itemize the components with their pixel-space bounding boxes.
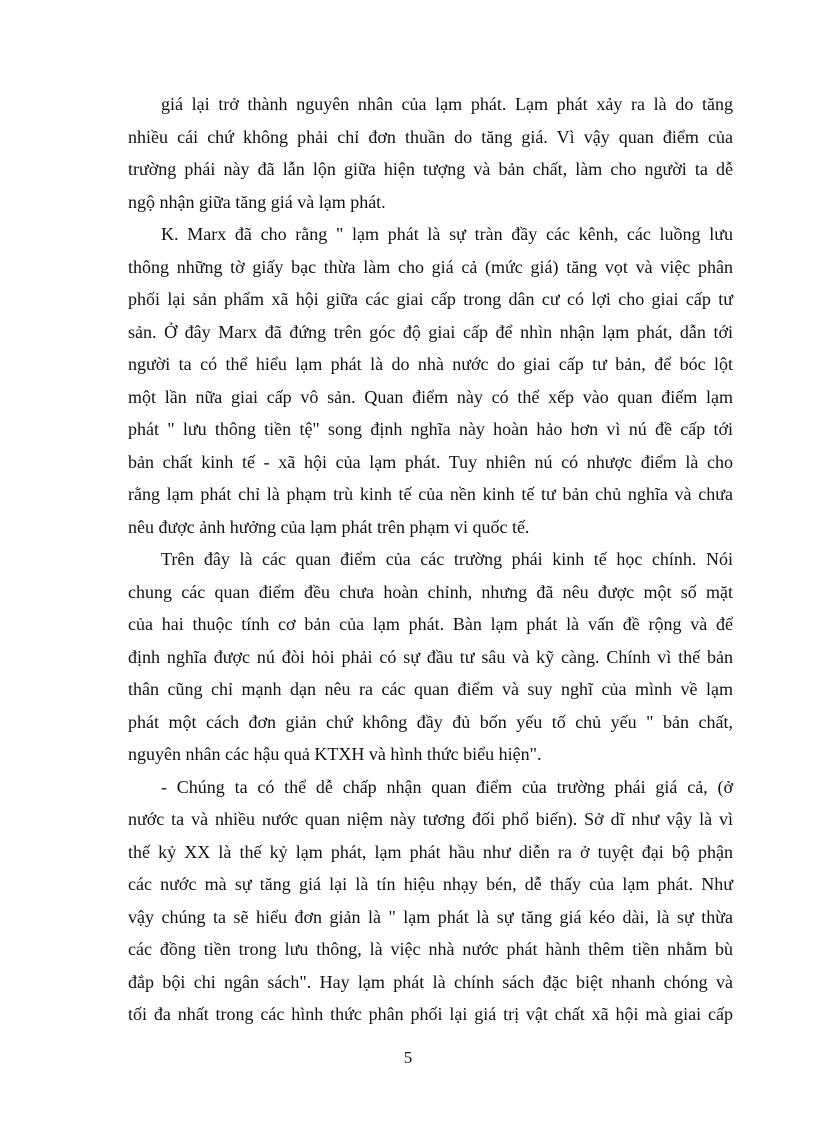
text-line: người ta có thể hiểu lạm phát là do nhà nước do giai cấp tư bản, để bóc lột <box>128 354 733 374</box>
text-line: chung các quan điểm đều chưa hoàn chỉnh, nhưng đã nêu được một số mặt <box>128 581 733 602</box>
text-line: K. Marx đã cho rằng " lạm phát là sự tràn đầy các kênh, các luồng lưu <box>161 224 733 244</box>
text-line: nguyên nhân các hậu quả KTXH và hình thức biểu hiện". <box>128 744 542 764</box>
text-line: một lần nữa giai cấp vô sản. Quan điểm này có thể xếp vào quan điểm lạm <box>128 386 733 407</box>
text-line: giá lại trở thành nguyên nhân của lạm phát. Lạm phát xảy ra là do tăng <box>161 94 733 114</box>
paragraph <box>128 218 733 543</box>
text-line: nêu được ảnh hưởng của lạm phát trên phạm vi quốc tế. <box>128 516 530 537</box>
text-line: các nước mà sự tăng giá lại là tín hiệu nhạy bén, dễ thấy của lạm phát. Như <box>128 874 733 894</box>
text-line: vậy chúng ta sẽ hiểu đơn giản là " lạm phát là sự tăng giá kéo dài, là sự thừa <box>128 906 733 927</box>
text-line: các đồng tiền trong lưu thông, là việc nhà nước phát hành thêm tiền nhằm bù <box>128 939 733 959</box>
text-line: nhiều cái chứ không phải chỉ đơn thuần do tăng giá. Vì vậy quan điểm của <box>128 126 733 147</box>
paragraph <box>128 771 733 1031</box>
body-text <box>128 88 733 1031</box>
text-line: rằng lạm phát chỉ là phạm trù kinh tế của nền kinh tế tư bản chủ nghĩa và chưa <box>128 484 733 504</box>
text-line: của hai thuộc tính cơ bản của lạm phát. Bàn lạm phát là vấn đề rộng và để <box>128 614 733 634</box>
text-line: Trên đây là các quan điểm của các trường phái kinh tế học chính. Nói <box>161 549 733 569</box>
text-line: trường phái này đã lẫn lộn giữa hiện tượng và bản chất, làm cho người ta dễ <box>128 159 733 179</box>
paragraph <box>128 543 733 771</box>
text-line: thông những tờ giấy bạc thừa làm cho giá cả (mức giá) tăng vọt và việc phân <box>128 256 733 277</box>
text-line: phát một cách đơn giản chứ không đầy đủ bốn yếu tố chủ yếu " bản chất, <box>128 711 733 732</box>
text-line: tối đa nhất trong các hình thức phân phối lại giá trị vật chất xã hội mà giai cấp <box>128 1004 733 1024</box>
text-line: phối lại sản phẩm xã hội giữa các giai cấp trong dân cư có lợi cho giai cấp tư <box>128 289 733 309</box>
text-line: ngộ nhận giữa tăng giá và lạm phát. <box>128 191 386 212</box>
text-line: nước ta và nhiều nước quan niệm này tương đối phổ biến). Sở dĩ như vậy là vì <box>128 809 733 829</box>
text-line: - Chúng ta có thể dễ chấp nhận quan điểm của trường phái giá cả, (ở <box>161 776 733 797</box>
paragraph <box>128 88 733 218</box>
page-number: 5 <box>403 1048 413 1067</box>
text-line: định nghĩa được nú đòi hỏi phải có sự đầu tư sâu và kỹ càng. Chính vì thế bản <box>128 646 733 667</box>
text-line: sản. Ở đây Marx đã đứng trên góc độ giai cấp để nhìn nhận lạm phát, dẫn tới <box>128 321 733 342</box>
text-line: đắp bội chi ngân sách". Hay lạm phát là chính sách đặc biệt nhanh chóng và <box>128 971 733 992</box>
text-line: thế kỷ XX là thế kỷ lạm phát, lạm phát hầu như diễn ra ở tuyệt đại bộ phận <box>128 841 733 862</box>
text-line: bản chất kinh tế - xã hội của lạm phát. Tuy nhiên nú có nhược điểm là cho <box>128 451 733 472</box>
text-line: thân cũng chỉ mạnh dạn nêu ra các quan điểm và suy nghĩ của mình về lạm <box>128 679 733 699</box>
text-line: phát " lưu thông tiền tệ" song định nghĩa này hoàn hảo hơn vì nú đề cấp tới <box>128 419 733 439</box>
